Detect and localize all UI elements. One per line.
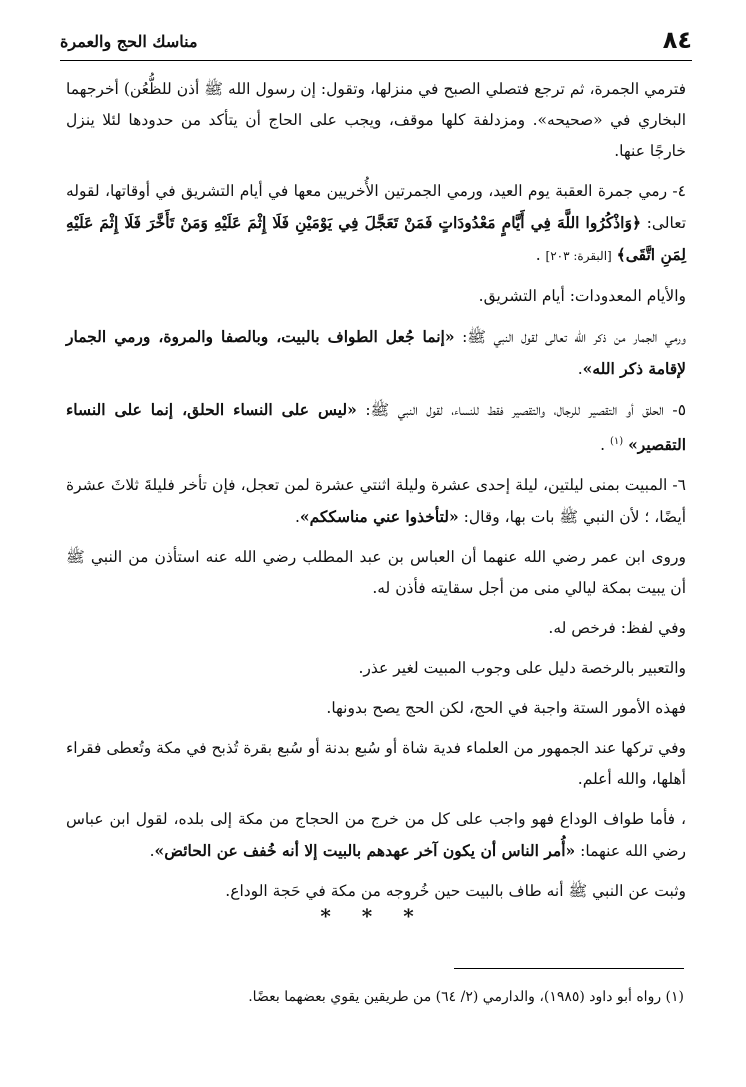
paragraph-halq: ٥- الحلق أو التقصير للرجال، والتقصير فقط للنساء، لقول النبي ﷺ: «ليس على النساء الحلق، إنما على النساء التقصير» $^{(١)}$ . xyxy=(66,400,687,455)
hadith-quote: «أُمر الناس أن يكون آخر عهدهم بالبيت إلا أنه خُفف عن الحائض» xyxy=(154,841,576,861)
page-number: ٨٤ xyxy=(662,26,692,54)
paragraph-tawaf-wada: ، فأما طواف الوداع فهو واجب على كل من خرج من الحجاج من مكة إلى بلده، لقول ابن عباس رضي الله عنهما: «أُمر الناس أن يكون آخر عهدهم بالبيت إلا أنه خُفف عن الحائض». xyxy=(66,810,686,861)
paragraph-rami-dhikr: ورمي الجمار من ذكر الله تعالى لقول النبي ﷺ: «إنما جُعل الطواف بالبيت، وبالصفا والمروة، ورمي الجمار لإقامة ذكر الله». xyxy=(66,327,686,378)
paragraph-fidya: وفي تركها عند الجمهور من العلماء فدية شاة أو سُبع بدنة أو سُبع بقرة تُذبح في مكة وتُعطى فقراء أهلها، والله أعلم. xyxy=(66,739,686,789)
hadith-quote: «إنما جُعل الطواف بالبيت، وبالصفا والمروة، ورمي الجمار لإقامة ذكر الله» xyxy=(66,327,686,378)
footnote-divider xyxy=(454,968,684,969)
main-text xyxy=(66,74,686,916)
paragraph-muzdalifah: فترمي الجمرة، ثم ترجع فتصلي الصبح في منزلها، وتقول: إن رسول الله ﷺ أذن للظُّعُن) أخرجهما البخاري في «صحيحه». ومزدلفة كلها موقف، ويجب على الحاج أن يتأكد من حدودها لئلا ينزل خارجًا عنها. xyxy=(66,80,686,160)
verse-reference: [البقرة: ٢٠٣] xyxy=(545,249,612,263)
hadith-quote: «ليس على النساء الحلق، إنما على النساء التقصير» xyxy=(66,400,686,455)
paragraph-mabeet: ٦- المبيت بمنى ليلتين، ليلة إحدى عشرة وليلة اثنتي عشرة لمن تعجل، فإن تأخر فليلةَ ثلاثَ عشرة أيضًا، ؛ لأن النبي ﷺ بات بها، وقال: «لتأخذوا عني مناسككم». xyxy=(66,476,686,527)
hadith-quote: «لتأخذوا عني مناسككم» xyxy=(299,507,459,527)
paragraph-ayyam-madudat: والأيام المعدودات: أيام التشريق. xyxy=(478,287,686,305)
page-header xyxy=(60,26,692,58)
quran-verse: ﴿وَاذْكُرُوا اللَّهَ فِي أَيَّامٍ مَعْدُودَاتٍ فَمَنْ تَعَجَّلَ فِي يَوْمَيْنِ فَلَا إِثْمَ عَلَيْهِ وَمَنْ تَأَخَّرَ فَلَا إِثْمَ عَلَيْهِ لِمَنِ اتَّقَى﴾ xyxy=(66,213,686,264)
paragraph-abbas: وروى ابن عمر رضي الله عنهما أن العباس بن عبد المطلب رضي الله عنه استأذن من النبي ﷺ أن يبيت بمكة ليالي منى من أجل سقايته فأذن له. xyxy=(66,548,686,598)
footnote-marker[interactable]: (١) xyxy=(609,436,624,447)
header-divider xyxy=(60,60,692,61)
section-separator: * * * xyxy=(320,904,426,928)
footnote: (١) رواه أبو داود (١٩٨٥)، والدارمي (٢/ ٦٤) من طريقين يقوي بعضهما بعضًا. xyxy=(248,989,684,1005)
paragraph-six-matters: فهذه الأمور الستة واجبة في الحج، لكن الحج يصح بدونها. xyxy=(326,699,686,718)
running-title: مناسك الحج والعمرة xyxy=(60,32,198,51)
paragraph-lafz: وفي لفظ: فرخص له. xyxy=(548,619,686,638)
paragraph-rami-tashreeq: ٤- رمي جمرة العقبة يوم العيد، ورمي الجمرتين الأُخريين معها في أيام التشريق في أوقاتها، لقوله تعالى: ﴿وَاذْكُرُوا اللَّهَ فِي أَيَّامٍ مَعْدُودَاتٍ فَمَنْ تَعَجَّلَ فِي يَوْمَيْنِ فَلَا إِثْمَ عَلَيْهِ وَمَنْ تَأَخَّرَ فَلَا إِثْمَ عَلَيْهِ لِمَنِ اتَّقَى﴾ [البقرة: ٢٠٣] . xyxy=(66,182,687,264)
paragraph-rukhsa: والتعبير بالرخصة دليل على وجوب المبيت لغير عذر. xyxy=(358,659,686,678)
paragraph-hajjat-wada: وثبت عن النبي ﷺ أنه طاف بالبيت حين خُروجه من مكة في حَجة الوداع. xyxy=(225,882,686,901)
